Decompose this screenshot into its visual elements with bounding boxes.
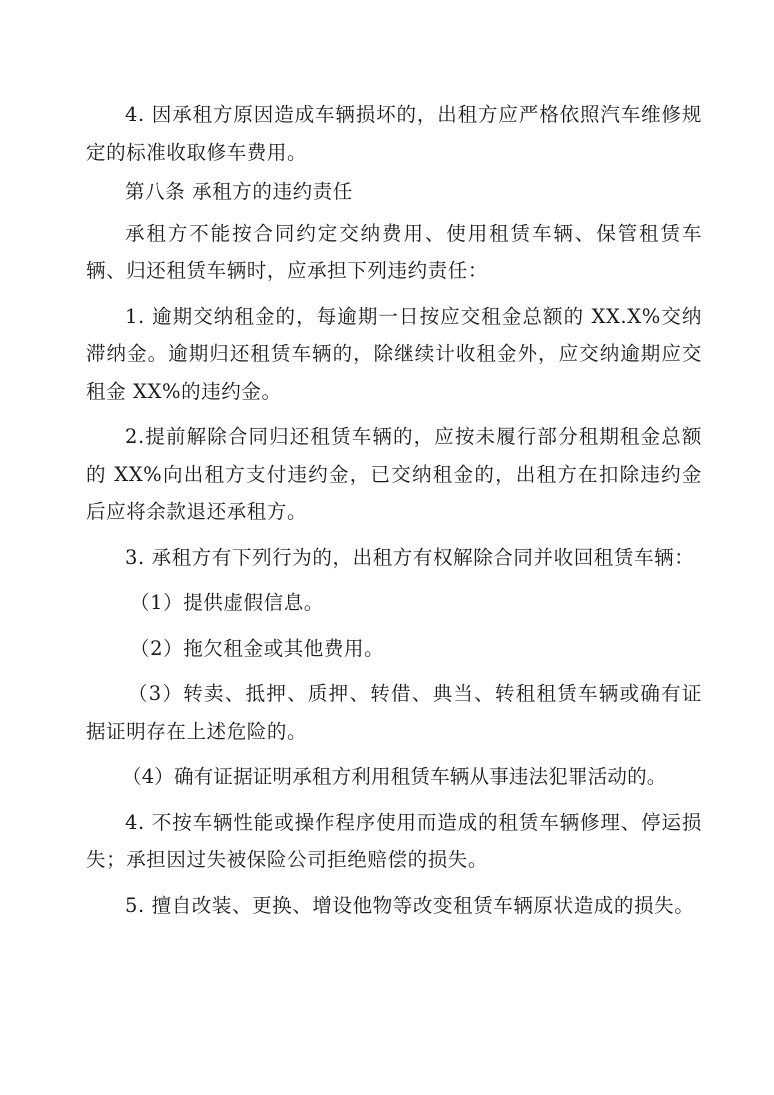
- article-8-item-5: 5. 擅自改装、更换、增设他物等改变租赁车辆原状造成的损失。: [125, 893, 695, 917]
- article-8-item-4: 4. 不按车辆性能或操作程序使用而造成的租赁车辆修理、停运损失；承担因过失被保险公司拒绝赔偿的损失。: [86, 810, 702, 871]
- article-8-intro: 承租方不能按合同约定交纳费用、使用租赁车辆、保管租赁车辆、归还租赁车辆时，应承担下列违约责任：: [86, 221, 702, 282]
- article-8-item-2: 2.提前解除合同归还租赁车辆的，应按未履行部分租期租金总额的 XX%向出租方支付违约金，已交纳租金的，出租方在扣除违约金后应将余款退还承租方。: [86, 425, 702, 523]
- article-8-item-3-sub-3: （3）转卖、抵押、质押、转借、典当、转租租赁车辆或确有证据证明存在上述危险的。: [86, 682, 702, 743]
- clause-7-item-4: 4. 因承租方原因造成车辆损坏的，出租方应严格依照汽车维修规定的标准收取修车费用。: [86, 103, 702, 164]
- article-8-item-3-sub-4: （4）确有证据证明承租方利用租赁车辆从事违法犯罪活动的。: [122, 765, 667, 788]
- article-8-item-3: 3. 承租方有下列行为的，出租方有权解除合同并收回租赁车辆：: [125, 545, 695, 569]
- article-8-heading: 第八条 承租方的违约责任: [125, 180, 353, 203]
- article-8-item-3-sub-1: （1）提供虚假信息。: [130, 591, 324, 614]
- document-page: [86, 96, 702, 924]
- article-8-item-3-sub-2: （2）拖欠租金或其他费用。: [130, 636, 385, 660]
- article-8-item-1: 1. 逾期交纳租金的，每逾期一日按应交租金总额的 XX.X%交纳滞纳金。逾期归还租赁车辆的，除继续计收租金外，应交纳逾期应交租金 XX%的违约金。: [86, 304, 702, 403]
